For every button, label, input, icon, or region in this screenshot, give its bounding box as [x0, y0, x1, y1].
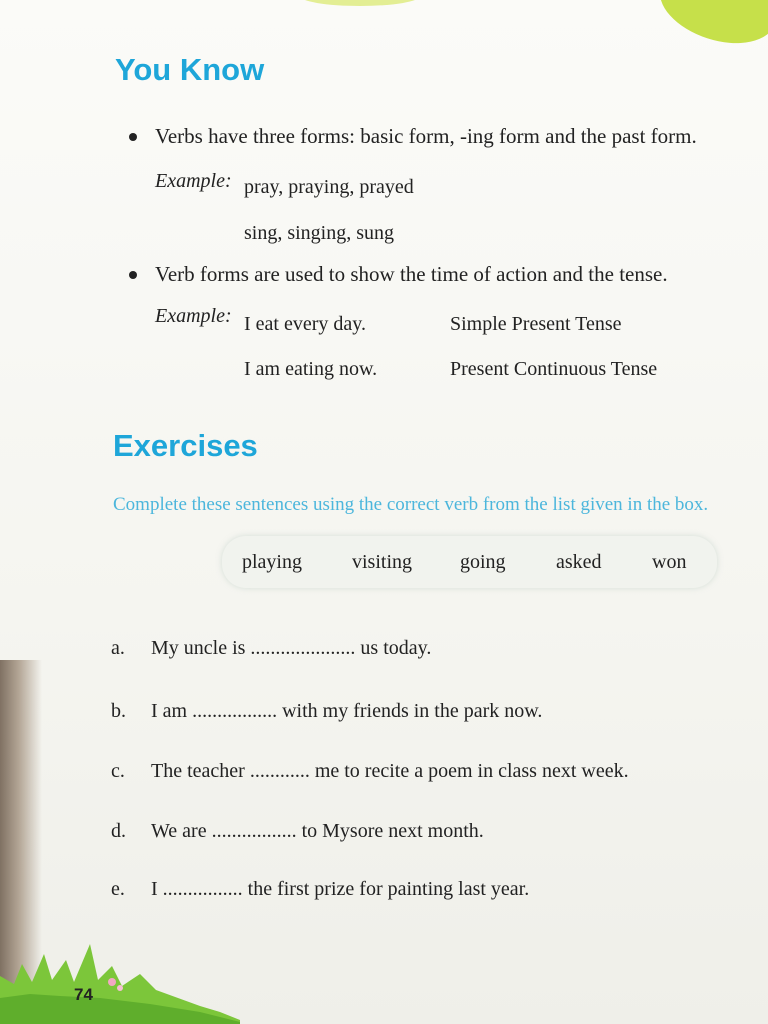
question-letter: b. — [111, 700, 126, 722]
bullet-tense: Verb forms are used to show the time of action and the tense. — [155, 262, 668, 286]
question-text: The teacher ............ me to recite a poem in class next week. — [151, 760, 629, 782]
example-label-1: Example: — [155, 170, 232, 192]
exercises-heading: Exercises — [113, 428, 258, 463]
word-box — [222, 536, 717, 588]
bullet-verb-forms: Verbs have three forms: basic form, -ing form and the past form. — [155, 124, 697, 148]
example-tense-1: Simple Present Tense — [450, 313, 622, 335]
word-option: playing — [242, 551, 302, 573]
example-sentence-1: I eat every day. — [244, 313, 366, 335]
question-letter: a. — [111, 637, 125, 659]
example-sentence-2: I am eating now. — [244, 358, 378, 380]
question-letter: c. — [111, 760, 125, 782]
word-option: going — [460, 551, 506, 573]
exercise-instruction: Complete these sentences using the correct verb from the list given in the box. — [113, 494, 709, 515]
you-know-heading: You Know — [115, 52, 265, 87]
leaf-decoration-faint — [300, 0, 420, 6]
example-label-2: Example: — [155, 305, 232, 327]
question-text: We are ................. to Mysore next month. — [151, 820, 484, 842]
leaf-decoration — [650, 0, 768, 57]
question-letter: d. — [111, 820, 126, 842]
word-option: visiting — [352, 551, 413, 573]
grass-decoration — [0, 924, 240, 1024]
question-text: My uncle is ..................... us today. — [151, 637, 432, 659]
page-number: 74 — [74, 985, 93, 1004]
question-text: I ................ the first prize for painting last year. — [151, 878, 530, 900]
word-option: won — [652, 551, 687, 573]
question-text: I am ................. with my friends in the park now. — [151, 700, 543, 722]
question-letter: e. — [111, 878, 125, 900]
example-line-pray: pray, praying, prayed — [244, 176, 414, 198]
example-line-sing: sing, singing, sung — [244, 222, 395, 244]
word-option: asked — [556, 551, 602, 573]
example-tense-2: Present Continuous Tense — [450, 358, 658, 380]
